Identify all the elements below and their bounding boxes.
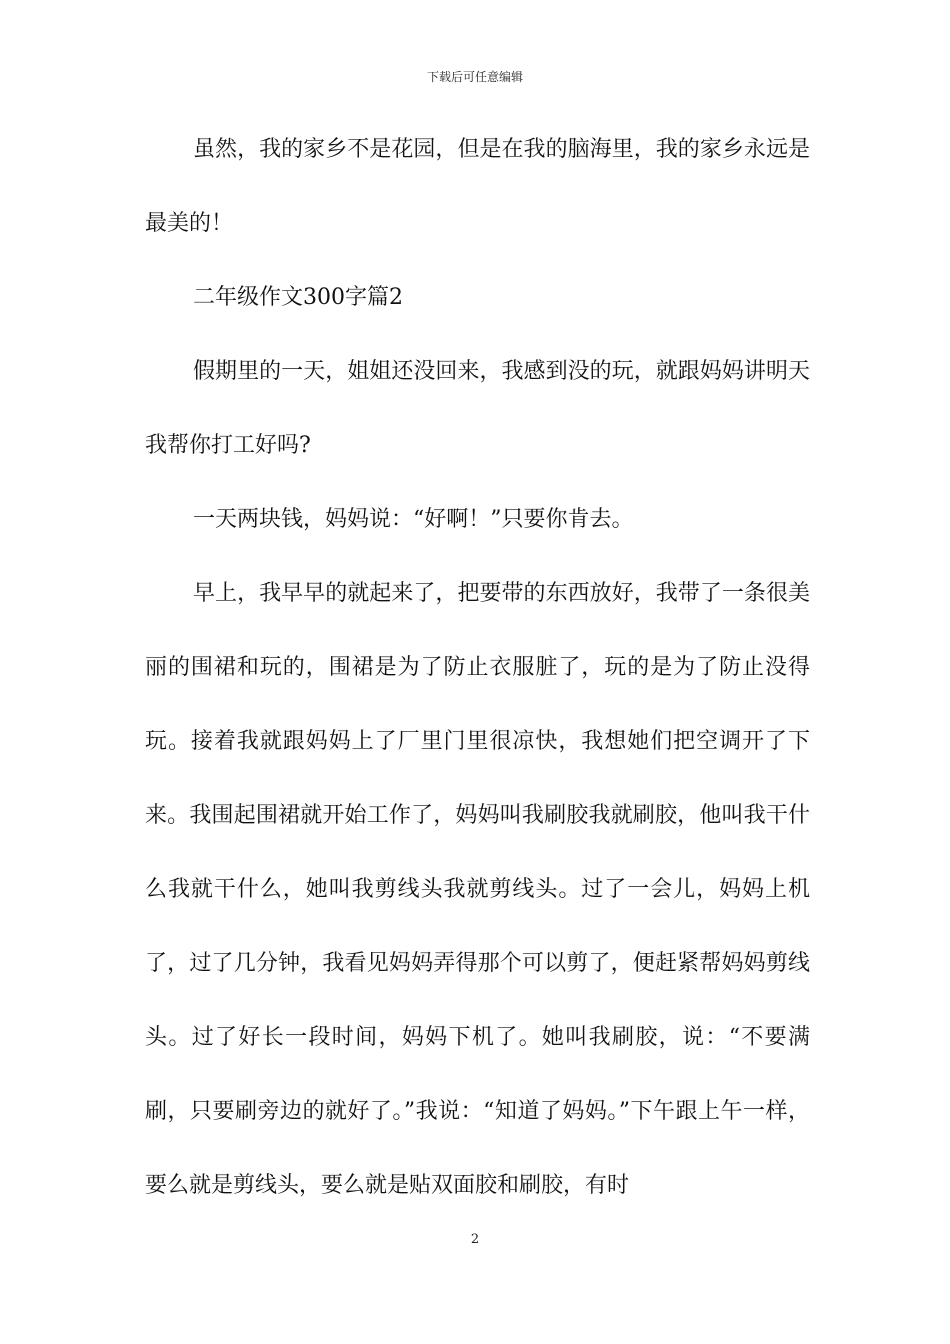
page-number: 2 [470, 1232, 480, 1247]
paragraph: 假期里的一天，姐姐还没回来，我感到没的玩，就跟妈妈讲明天我帮你打工好吗? [145, 359, 810, 458]
document-body [145, 113, 810, 1223]
section-heading: 二年级作文300字篇2 [193, 285, 403, 310]
paragraph: 一天两块钱，妈妈说：“好啊！”只要你肯去。 [193, 507, 634, 532]
paragraph: 虽然，我的家乡不是花园，但是在我的脑海里，我的家乡永远是最美的！ [145, 137, 810, 236]
paragraph: 早上，我早早的就起来了，把要带的东西放好，我带了一条很美丽的围裙和玩的，围裙是为了防止衣服脏了，玩的是为了防止没得玩。接着我就跟妈妈上了厂里门里很凉快，我想她们把空调开了下来。我围起围裙就开始工作了，妈妈叫我刷胶我就刷胶，他叫我干什么我就干什么，她叫我剪线头我就剪线头。过了一会儿，妈妈上机了，过了几分钟，我看见妈妈弄得那个可以剪了，便赶紧帮妈妈剪线头。过了好长一段时间，妈妈下机了。她叫我刷胶，说：“不要满刷，只要刷旁边的就好了。”我说：“知道了妈妈。”下午跟上午一样，要么就是剪线头，要么就是贴双面胶和刷胶，有时 [145, 581, 810, 1198]
header-note: 下载后可任意编辑 [426, 70, 523, 84]
